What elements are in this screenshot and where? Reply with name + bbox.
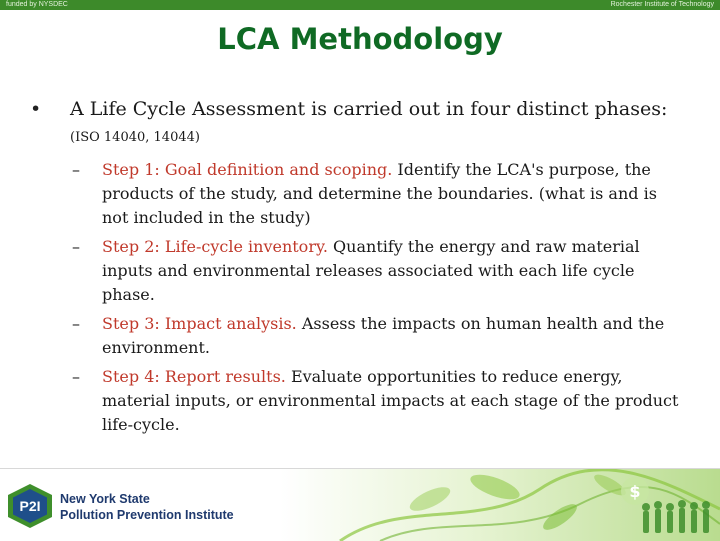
svg-text:$: $ xyxy=(629,482,641,501)
logo-text: P2I xyxy=(19,498,41,514)
step-4-item xyxy=(72,365,682,437)
step-3-item xyxy=(72,312,682,360)
org-name xyxy=(60,491,234,523)
org-line-2: Pollution Prevention Institute xyxy=(60,508,234,522)
step-1-title: Step 1: Goal definition and scoping. xyxy=(102,160,393,179)
step-2-text: Quantify the energy and raw material inputs and environmental releases associated with each life cycle phase. xyxy=(102,237,640,304)
leaf-swirl-decoration-icon xyxy=(280,469,720,541)
institution-text: Rochester Institute of Technology xyxy=(610,1,714,8)
iso-reference: (ISO 14040, 14044) xyxy=(70,130,200,145)
dash-icon: – xyxy=(72,160,80,179)
step-3-text: Assess the impacts on human health and the environment. xyxy=(102,314,665,357)
slide-title: LCA Methodology xyxy=(217,22,503,56)
main-bullet xyxy=(30,96,670,151)
step-3-title: Step 3: Impact analysis. xyxy=(102,314,297,333)
main-bullet-text xyxy=(70,96,670,151)
org-line-1: New York State xyxy=(60,492,150,506)
step-1-item xyxy=(72,158,682,230)
dash-icon: – xyxy=(72,314,80,333)
top-bar xyxy=(0,0,720,10)
dash-icon: – xyxy=(72,237,80,256)
bullet-text: A Life Cycle Assessment is carried out in four distinct phases: xyxy=(70,98,668,120)
step-2-title: Step 2: Life-cycle inventory. xyxy=(102,237,328,256)
funded-by-text: funded by NYSDEC xyxy=(6,1,68,8)
step-1-text: Identify the LCA's purpose, the products of the study, and determine the boundaries. (what is and is not included in the study) xyxy=(102,160,657,227)
bullet-dot-icon: • xyxy=(30,98,42,120)
p2i-logo-icon xyxy=(6,483,54,529)
footer xyxy=(0,468,720,541)
step-4-text: Evaluate opportunities to reduce energy, material inputs, or environmental impacts at each stage of the product life-cycle. xyxy=(102,367,679,434)
step-4-title: Step 4: Report results. xyxy=(102,367,286,386)
dash-icon: – xyxy=(72,367,80,386)
step-2-item xyxy=(72,235,682,307)
steps-list xyxy=(72,158,682,442)
